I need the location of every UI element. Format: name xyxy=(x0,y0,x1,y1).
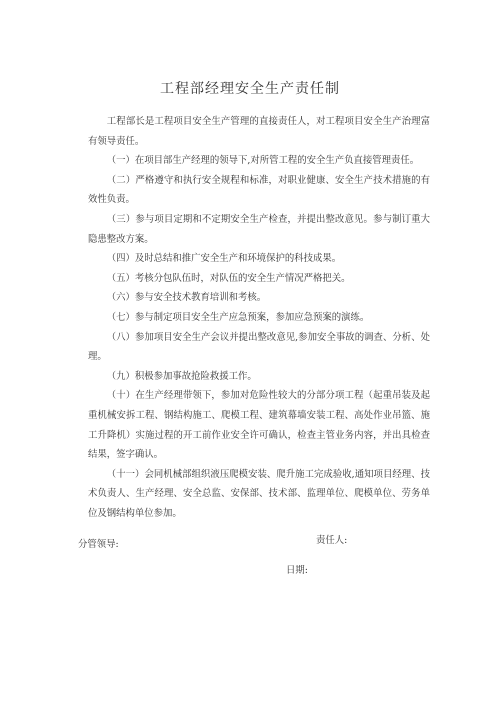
paragraph-item-10: （十）在生产经理带领下，参加对危险性较大的分部分项工程（起重吊装及起重机械安拆工程、钢结构施工、爬模工程、建筑幕墙安装工程、高处作业吊篮、施工升降机）实施过程的开工前作业安全许可确认，检查主管业务内容，并出具检查结果，签字确认。 xyxy=(88,390,430,461)
document-title: 工程部经理安全生产责任制 xyxy=(160,81,340,97)
paragraph-item-8: （八）参加项目安全生产会议并提出整改意见,参加安全事故的调查、分析、处理。 xyxy=(88,331,430,363)
paragraph-intro: 工程部长是工程项目安全生产管理的直接责任人，对工程项目安全生产治理富有领导责任。 xyxy=(88,116,430,147)
paragraph-item-1: （一）在项目部生产经理的领导下,对所管工程的安全生产负直接管理责任。 xyxy=(106,155,420,167)
paragraph-item-5: （五）考核分包队伍时，对队伍的安全生产情况严格把关。 xyxy=(106,272,351,284)
paragraph-item-2: （二）严格遵守和执行安全规程和标准，对职业健康、安全生产技术措施的有效性负责。 xyxy=(88,174,430,206)
leader-signature-label: 分管领导: xyxy=(78,539,119,550)
paragraph-item-3: （三）参与项目定期和不定期安全生产检查，并提出整改意见。参与制订重大隐患整改方案。 xyxy=(88,213,430,245)
paragraph-item-9: （九）积极参加事故抢险救援工作。 xyxy=(106,370,257,382)
document-body xyxy=(88,112,430,523)
date-label: 日期: xyxy=(286,565,308,576)
paragraph-item-11: （十一）会同机械部组织液压爬模安装、爬升施工完成验收,通知项目经理、技术负责人、生产经理、安全总监、安保部、技术部、监理单位、爬模单位、劳务单位及钢结构单位参加。 xyxy=(88,468,430,519)
paragraph-item-4: （四）及时总结和推广安全生产和环境保护的科技成果。 xyxy=(106,253,342,265)
paragraph-item-6: （六）参与安全技术教育培训和考核。 xyxy=(106,292,267,304)
responsible-signature-label: 责任人: xyxy=(316,535,348,546)
paragraph-item-7: （七）参与制定项目安全生产应急预案，参加应急预案的演练。 xyxy=(106,311,370,323)
